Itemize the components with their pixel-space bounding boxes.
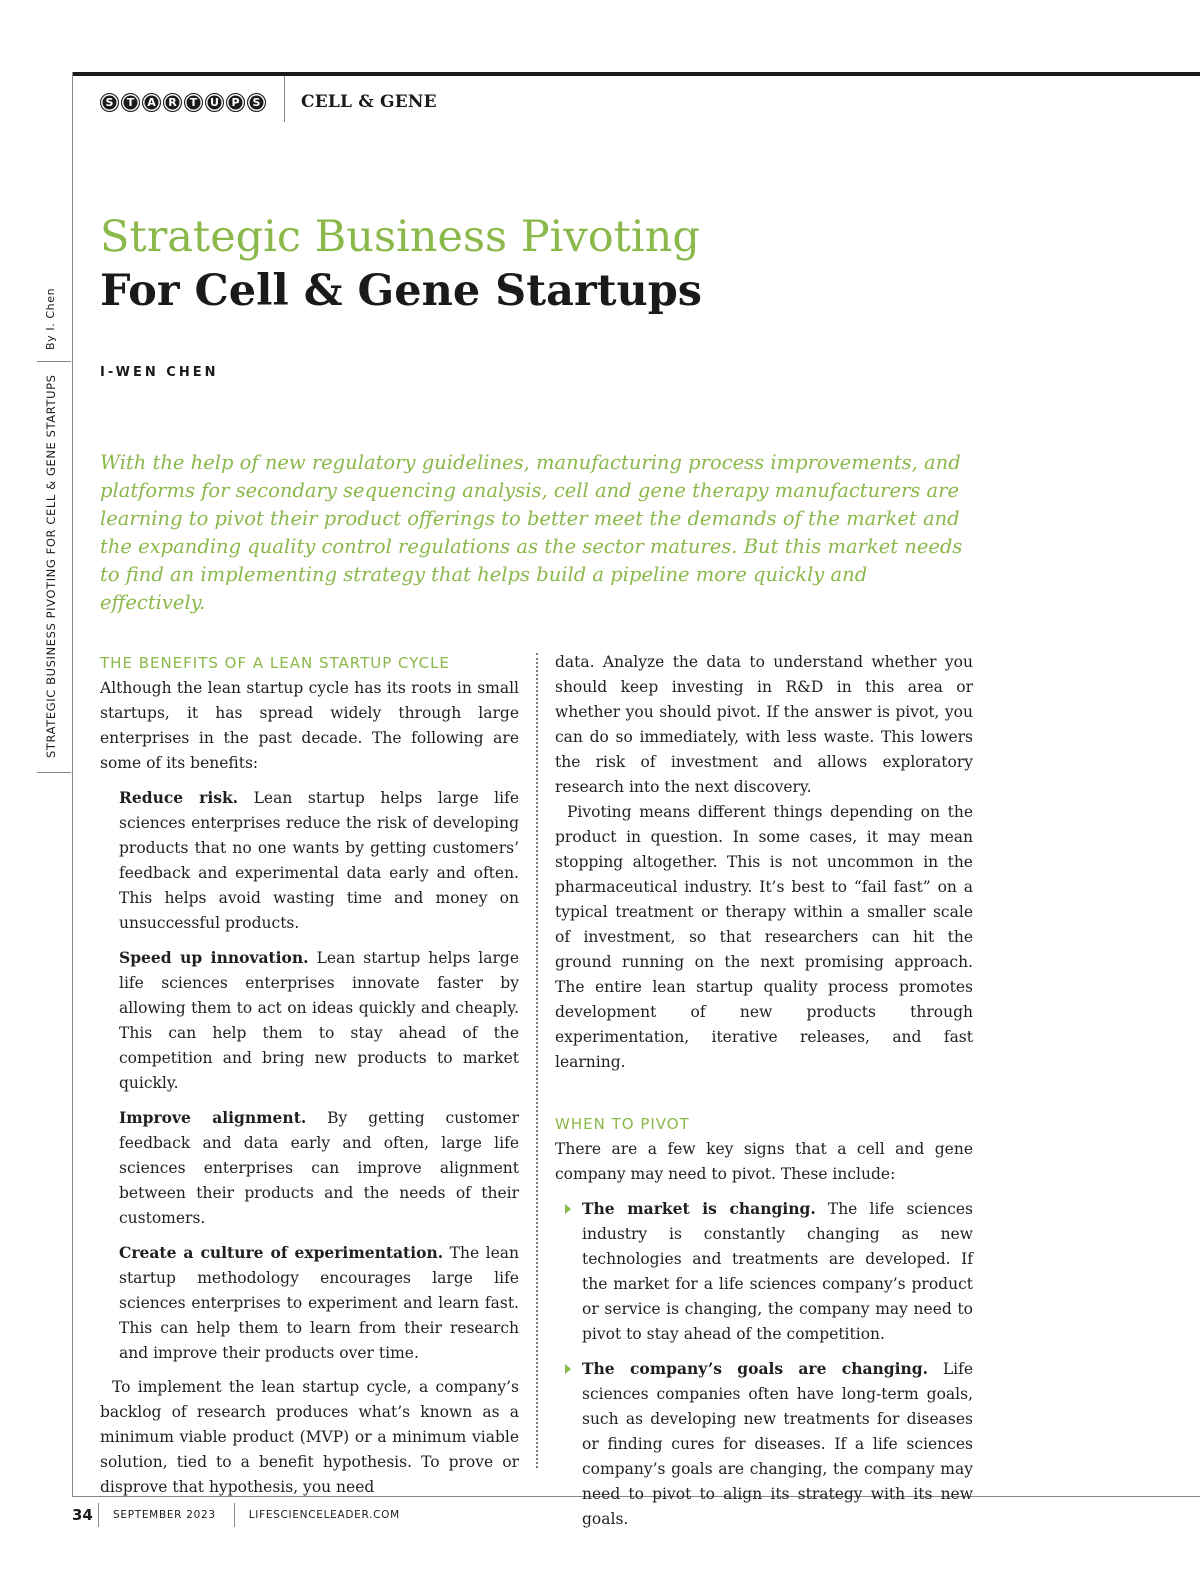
sign-text: The life sciences industry is constantly changing as new technologies and treatments are developed. If the market for a life sciences company’s product or service is changing, the company may need to pivot to stay ahead of the competition. (582, 1200, 973, 1343)
implement-paragraph: To implement the lean startup cycle, a company’s backlog of research produces what’s known as a minimum viable product (MVP) or a minimum viable solution, tied to a benefit hypothesis. To prove or disprove that hypothesis, you need (100, 1378, 519, 1496)
vertical-running-title: STRATEGIC BUSINESS PIVOTING FOR CELL & GENE STARTUPS (44, 374, 58, 758)
triangle-bullet-icon (565, 1204, 571, 1214)
benefits-heading: THE BENEFITS OF A LEAN STARTUP CYCLE (100, 654, 450, 672)
pivoting-paragraph: Pivoting means different things depending on the product in question. In some cases, it may mean stopping altogether. This is not uncommon in the pharmaceutical industry. It’s best to “fail fast” on a typical treatment or therapy within a smaller scale of investment, so that researchers can hit the ground running on the next promising approach. The entire lean startup quality process promotes development of new products through experimentation, iterative releases, and fast learning. (555, 803, 973, 1071)
page-footer (72, 1503, 418, 1527)
logo-letter: T (121, 93, 140, 112)
article-headline (100, 210, 702, 318)
when-intro: There are a few key signs that a cell and gene company may need to pivot. These include: (555, 1140, 973, 1183)
benefit-term: Improve alignment. (119, 1108, 307, 1127)
website-url: LIFESCIENCELEADER.COM (248, 1509, 400, 1521)
benefit-text: By getting customer feedback and data early and often, large life sciences enterprises can improve alignment between their products and the needs of their customers. (119, 1109, 519, 1227)
benefit-item (119, 1105, 519, 1231)
benefits-intro: Although the lean startup cycle has its roots in small startups, it has spread widely through large enterprises in the past decade. The following are some of its benefits: (100, 679, 519, 772)
left-column (100, 650, 519, 1500)
article-deck: With the help of new regulatory guidelines, manufacturing process improvements, and platforms for secondary sequencing analysis, cell and gene therapy manufacturers are learning to pivot their product offerings to better meet the demands of the market and the expanding quality control regulations as the sector matures. But this market needs to find an implementing strategy that helps build a pipeline more quickly and effectively. (100, 451, 963, 614)
footer-divider (234, 1503, 235, 1527)
page-number: 34 (72, 1506, 93, 1524)
benefit-term: Create a culture of experimentation. (119, 1243, 444, 1262)
benefit-term: Speed up innovation. (119, 948, 309, 967)
benefit-item (119, 785, 519, 936)
benefit-item (119, 1240, 519, 1366)
column-divider (536, 653, 538, 1468)
section-title: CELL & GENE (301, 92, 437, 112)
logo-letter: S (100, 93, 119, 112)
right-column (555, 650, 973, 1541)
pivot-signs-list (555, 1196, 973, 1532)
vertical-divider (37, 361, 71, 362)
when-to-pivot-heading: WHEN TO PIVOT (555, 1115, 690, 1133)
logo-letter: S (247, 93, 266, 112)
section-divider (284, 76, 285, 122)
logo-letter: T (184, 93, 203, 112)
sign-term: The market is changing. (582, 1199, 816, 1218)
benefit-text: The lean startup methodology encourages large life sciences enterprises to experiment and learn fast. This can help them to learn from their research and improve their products over time. (119, 1244, 520, 1362)
logo-letter: U (205, 93, 224, 112)
left-margin-rule (72, 72, 73, 1497)
list-item (555, 1356, 973, 1532)
headline-line-1: Strategic Business Pivoting (100, 212, 700, 262)
top-rule (72, 72, 1200, 76)
sign-term: The company’s goals are changing. (582, 1359, 929, 1378)
sign-text: Life sciences companies often have long-term goals, such as developing new treatments for diseases or finding cures for diseases. If a life sciences company’s goals are changing, the company may need to pivot to align its strategy with its new goals. (582, 1360, 973, 1528)
startups-logo (100, 93, 266, 112)
list-item (555, 1196, 973, 1347)
benefit-text: Lean startup helps large life sciences enterprises innovate faster by allowing them to act on ideas quickly and cheaply. This can help them to stay ahead of the competition and bring new products to market quickly. (119, 949, 520, 1092)
benefit-term: Reduce risk. (119, 788, 239, 807)
logo-letter: A (142, 93, 161, 112)
vertical-byline: By I. Chen (44, 287, 57, 350)
author-name: I-WEN CHEN (100, 365, 219, 380)
triangle-bullet-icon (565, 1364, 571, 1374)
headline-line-2: For Cell & Gene Startups (100, 266, 702, 316)
footer-divider (98, 1503, 99, 1527)
issue-date: SEPTEMBER 2023 (113, 1509, 216, 1521)
vertical-divider (37, 772, 71, 773)
benefit-item (119, 945, 519, 1096)
benefit-text: Lean startup helps large life sciences enterprises reduce the risk of developing products that no one wants by getting customers’ feedback and experimental data early and often. This helps avoid wasting time and money on unsuccessful products. (119, 789, 520, 932)
continued-paragraph: data. Analyze the data to understand whether you should keep investing in R&D in this area or whether you should pivot. If the answer is pivot, you can do so immediately, with less waste. This lowers the risk of investment and allows exploratory research into the next discovery. (555, 653, 973, 796)
logo-letter: R (163, 93, 182, 112)
logo-letter: P (226, 93, 245, 112)
